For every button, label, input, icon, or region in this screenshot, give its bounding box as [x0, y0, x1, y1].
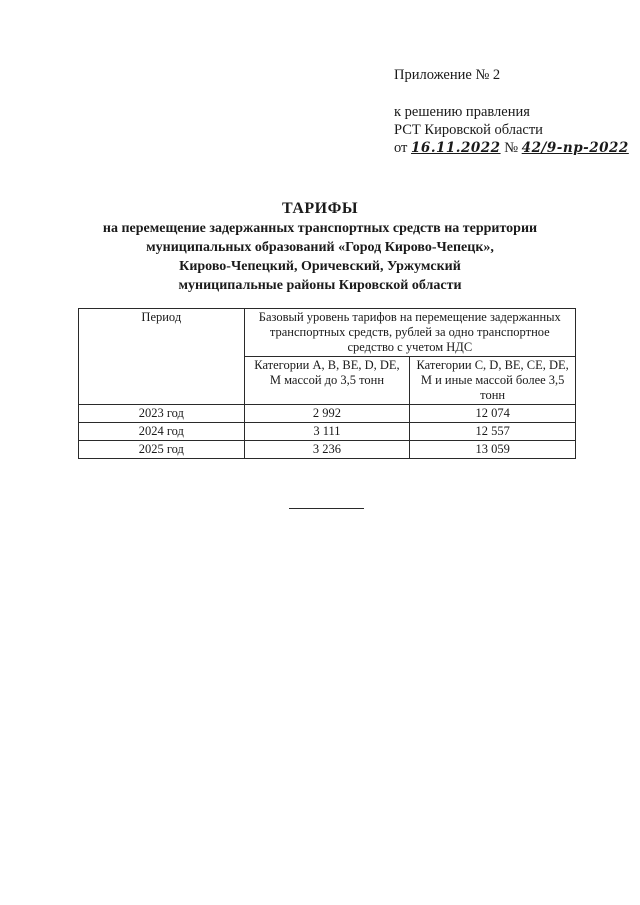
appendix-number: Приложение № 2: [394, 67, 501, 83]
date-prefix: от: [394, 140, 408, 156]
document-title-block: [60, 199, 580, 295]
period-cell: 2024 год: [79, 423, 245, 441]
table-row: [79, 423, 576, 441]
appendix-block: [394, 66, 629, 157]
title-line-3: Кирово-Чепецкий, Оричевский, Уржумский: [179, 259, 461, 274]
number-sign: №: [504, 140, 519, 156]
appendix-date-line: [394, 139, 629, 157]
appendix-decision-line: к решению правления: [394, 104, 530, 120]
period-cell: 2023 год: [79, 405, 245, 423]
decision-number: 42/9-пр-2022: [521, 140, 629, 156]
closing-divider: [289, 508, 364, 509]
category-a-cell: 3 236: [244, 441, 410, 459]
category-c-cell: 13 059: [410, 441, 576, 459]
header-category-a: Категории А, В, ВЕ, D, DE, М массой до 3,5 тонн: [244, 357, 410, 405]
category-a-cell: 3 111: [244, 423, 410, 441]
decision-date: 16.11.2022: [411, 140, 501, 156]
document-title: ТАРИФЫ: [281, 200, 359, 217]
category-c-cell: 12 074: [410, 405, 576, 423]
table-row: [79, 441, 576, 459]
category-a-cell: 2 992: [244, 405, 410, 423]
title-line-4: муниципальные районы Кировской области: [178, 278, 462, 293]
appendix-organization: РСТ Кировской области: [394, 122, 543, 138]
title-line-2: муниципальных образований «Город Кирово-Чепецк»,: [146, 240, 494, 255]
tariffs-table: [78, 308, 576, 459]
table-row: [79, 405, 576, 423]
period-cell: 2025 год: [79, 441, 245, 459]
header-category-c: Категории С, D, ВЕ, СЕ, DE, М и иные массой более 3,5 тонн: [410, 357, 576, 405]
title-line-1: на перемещение задержанных транспортных средств на территории: [102, 221, 538, 236]
header-period: Период: [79, 309, 245, 405]
header-base-tariff: Базовый уровень тарифов на перемещение задержанных транспортных средств, рублей за одно транспортное средство с учетом НДС: [244, 309, 575, 357]
category-c-cell: 12 557: [410, 423, 576, 441]
table-header-row: [79, 309, 576, 357]
